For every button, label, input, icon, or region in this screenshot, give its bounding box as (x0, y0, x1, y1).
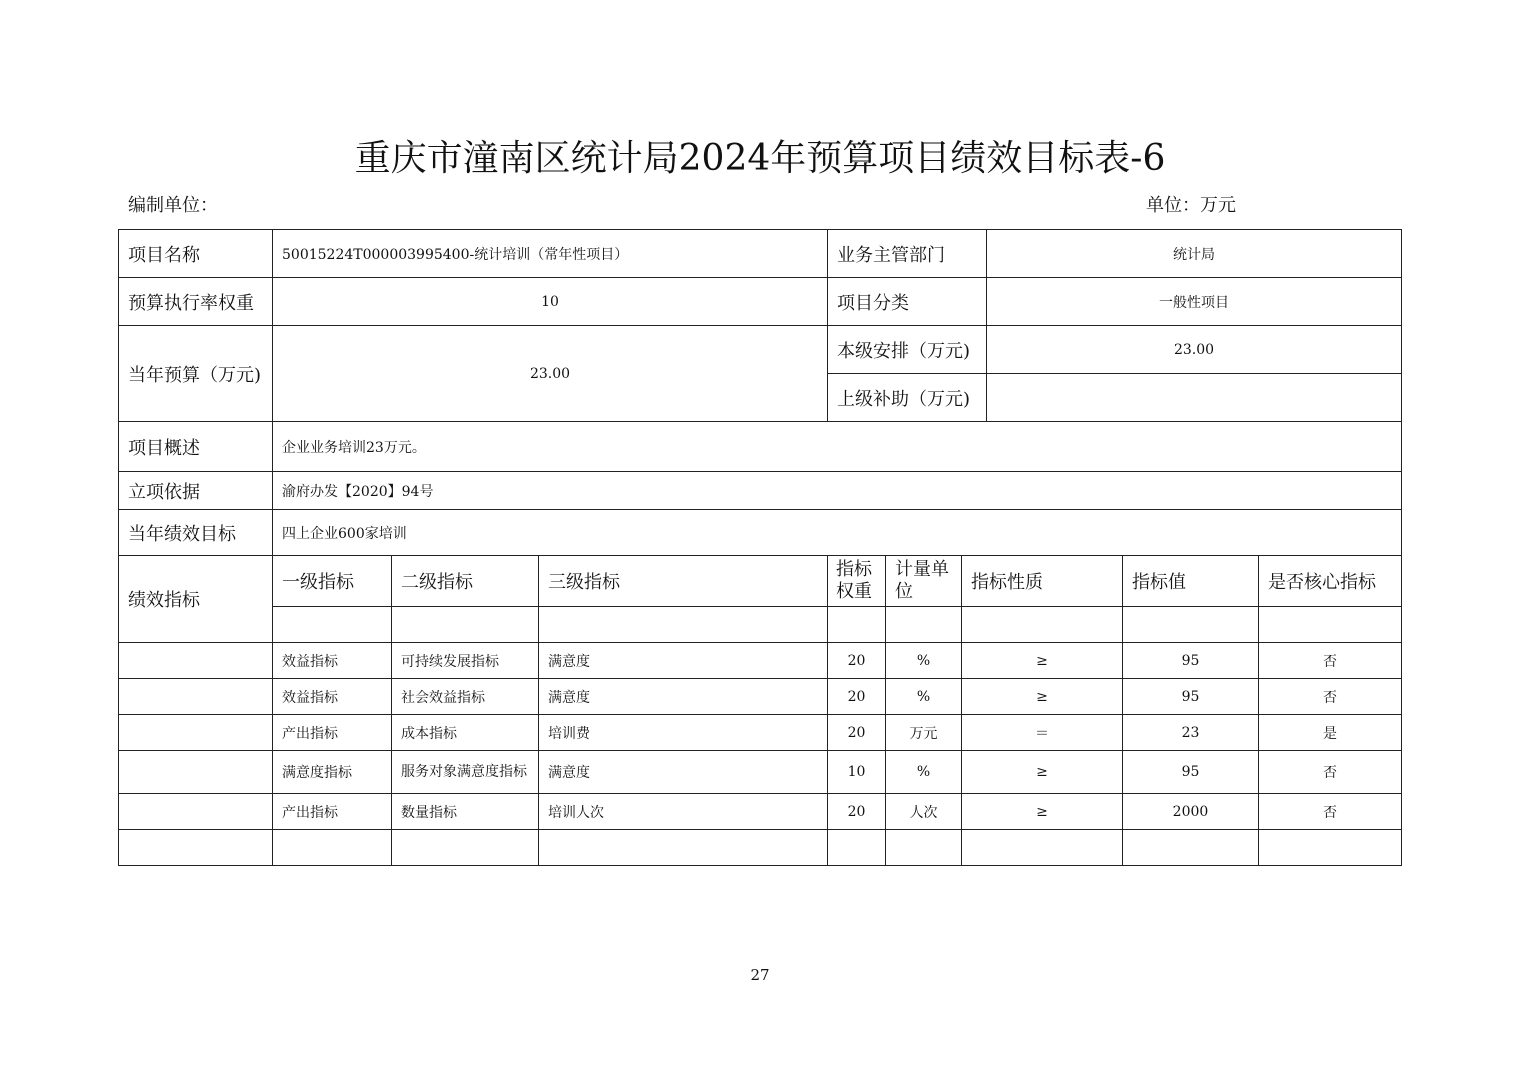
header-level3: 三级指标 (539, 556, 828, 607)
overview-label: 项目概述 (119, 422, 273, 472)
cell-level1: 产出指标 (273, 715, 392, 751)
cell-level2: 服务对象满意度指标 (392, 751, 539, 794)
goal-value: 四上企业600家培训 (273, 510, 1402, 556)
cell-weight: 20 (828, 794, 886, 830)
indicator-row (119, 794, 1402, 830)
cell-weight: 10 (828, 751, 886, 794)
cell-level3: 培训费 (539, 715, 828, 751)
upper-value (987, 374, 1402, 422)
cell-value: 95 (1123, 679, 1259, 715)
cell-nature: ≥ (962, 643, 1123, 679)
header-nature: 指标性质 (962, 556, 1123, 607)
indicator-header-row (119, 556, 1402, 607)
exec-weight-value: 10 (273, 278, 828, 326)
header-unit: 计量单位 (886, 556, 962, 607)
cell-unit: % (886, 751, 962, 794)
basis-value: 渝府办发【2020】94号 (273, 472, 1402, 510)
indicator-row (119, 679, 1402, 715)
header-level1: 一级指标 (273, 556, 392, 607)
project-name-value: 50015224T000003995400-统计培训（常年性项目） (273, 230, 828, 278)
cell-nature: ＝ (962, 715, 1123, 751)
cell-nature: ≥ (962, 679, 1123, 715)
table-row (119, 510, 1402, 556)
budget-value: 23.00 (273, 326, 828, 422)
dept-value: 统计局 (987, 230, 1402, 278)
local-label: 本级安排（万元) (828, 326, 987, 374)
table-row (119, 326, 1402, 374)
category-value: 一般性项目 (987, 278, 1402, 326)
cell-weight: 20 (828, 643, 886, 679)
cell-core: 否 (1259, 794, 1402, 830)
cell-level1: 效益指标 (273, 679, 392, 715)
cell-value: 23 (1123, 715, 1259, 751)
overview-value: 企业业务培训23万元。 (273, 422, 1402, 472)
cell-level3: 培训人次 (539, 794, 828, 830)
cell-core: 否 (1259, 679, 1402, 715)
table-row (119, 422, 1402, 472)
indicator-section-label: 绩效指标 (119, 556, 273, 643)
indicator-row (119, 643, 1402, 679)
project-name-label: 项目名称 (119, 230, 273, 278)
cell-unit: % (886, 679, 962, 715)
goal-label: 当年绩效目标 (119, 510, 273, 556)
cell-nature: ≥ (962, 794, 1123, 830)
cell-unit: 人次 (886, 794, 962, 830)
budget-label: 当年预算（万元) (119, 326, 273, 422)
currency-unit-label: 单位：万元 (1146, 195, 1236, 216)
table-row (119, 472, 1402, 510)
cell-value: 95 (1123, 643, 1259, 679)
cell-core: 否 (1259, 643, 1402, 679)
cell-unit: 万元 (886, 715, 962, 751)
indicator-table (118, 555, 1402, 866)
category-label: 项目分类 (828, 278, 987, 326)
basis-label: 立项依据 (119, 472, 273, 510)
cell-level1: 产出指标 (273, 794, 392, 830)
cell-unit: % (886, 643, 962, 679)
cell-nature: ≥ (962, 751, 1123, 794)
cell-level1: 满意度指标 (273, 751, 392, 794)
cell-weight: 20 (828, 679, 886, 715)
cell-weight: 20 (828, 715, 886, 751)
project-info-table (118, 229, 1402, 556)
cell-level3: 满意度 (539, 751, 828, 794)
upper-label: 上级补助（万元) (828, 374, 987, 422)
indicator-empty-row (119, 607, 1402, 643)
header-weight: 指标权重 (828, 556, 886, 607)
cell-level3: 满意度 (539, 679, 828, 715)
cell-level2: 数量指标 (392, 794, 539, 830)
dept-label: 业务主管部门 (828, 230, 987, 278)
table-row (119, 230, 1402, 278)
cell-core: 是 (1259, 715, 1402, 751)
header-core: 是否核心指标 (1259, 556, 1402, 607)
header-level2: 二级指标 (392, 556, 539, 607)
cell-level2: 成本指标 (392, 715, 539, 751)
cell-value: 95 (1123, 751, 1259, 794)
cell-level3: 满意度 (539, 643, 828, 679)
page-number: 27 (750, 966, 770, 984)
header-value: 指标值 (1123, 556, 1259, 607)
cell-value: 2000 (1123, 794, 1259, 830)
compiling-unit-label: 编制单位： (128, 195, 218, 216)
indicator-empty-row (119, 830, 1402, 866)
cell-level2: 可持续发展指标 (392, 643, 539, 679)
cell-level1: 效益指标 (273, 643, 392, 679)
table-row (119, 278, 1402, 326)
page-title: 重庆市潼南区统计局2024年预算项目绩效目标表-6 (354, 138, 1166, 179)
indicator-row (119, 751, 1402, 794)
local-value: 23.00 (987, 326, 1402, 374)
indicator-row (119, 715, 1402, 751)
exec-weight-label: 预算执行率权重 (119, 278, 273, 326)
cell-core: 否 (1259, 751, 1402, 794)
cell-level2: 社会效益指标 (392, 679, 539, 715)
